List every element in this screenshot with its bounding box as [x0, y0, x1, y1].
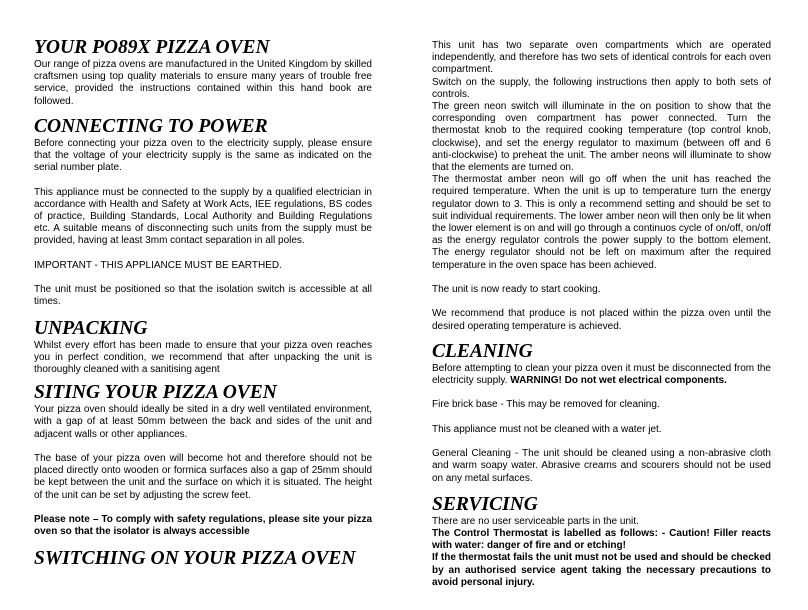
power-text-2: This appliance must be connected to the supply by a qualified electrician in accordance with Health and Safety at Work Acts, IEE regulations, BS codes of practice, Building Standards, Local Authority and Building Regulations etc. A suitable means of disconnecting such units from the supply must be provided, having at least 3mm contact separation in all poles.: [34, 186, 372, 247]
left-column: [34, 0, 372, 569]
servicing-text-3-bold: If the thermostat fails the unit must not be used and should be checked by an authorised service agent taking the necessary precautions to avoid personal injury.: [432, 552, 771, 588]
unpacking-heading: UNPACKING: [34, 317, 148, 339]
servicing-heading: SERVICING: [432, 493, 538, 515]
switching-text-5: The unit is now ready to start cooking.: [432, 284, 601, 296]
right-column: [432, 0, 771, 589]
siting-heading: SITING YOUR PIZZA OVEN: [34, 382, 277, 404]
servicing-text-3: [432, 552, 771, 589]
siting-note-text: Please note – To comply with safety regulations, please site your pizza oven so that the isolator is always accessible: [34, 514, 372, 538]
switching-text-6: We recommend that produce is not placed within the pizza oven until the desired operating temperature is achieved.: [432, 308, 771, 332]
cleaning-text-1-body: Before attempting to clean your pizza oven it must be disconnected from the electricity supply.: [432, 362, 771, 387]
switching-text-3: The green neon switch will illuminate in the on position to show that the corresponding oven compartment has power connected. Turn the thermostat knob to the required cooking temperature (top control knob, clockwise), and set the energy regulator to maximum (between off and 6 anti-clockwise) to preheat the unit. The amber neons will illuminate to show that the elements are turned on.: [432, 101, 771, 174]
servicing-text-2-bold: The Control Thermostat is labelled as follows: - Caution! Filler reacts with water: danger of fire and or etching!: [432, 528, 771, 552]
cleaning-text-3: This appliance must not be cleaned with a water jet.: [432, 423, 662, 435]
power-text-3: IMPORTANT - THIS APPLIANCE MUST BE EARTHED.: [34, 259, 282, 271]
siting-text-2: The base of your pizza oven will become hot and therefore should not be placed directly onto wooden or formica surfaces also a gap of 25mm should be kept between the unit and the surface on which it is situated. The height of the unit can be set by adjusting the screw feet.: [34, 453, 372, 501]
servicing-text-2: [432, 528, 771, 552]
siting-note: [34, 514, 372, 538]
intro-text: Our range of pizza ovens are manufactured in the United Kingdom by skilled craftsmen using top quality materials to ensure many years of trouble free service, provided the instructions contained within this hand book are followed.: [34, 59, 372, 107]
cleaning-text-2: Fire brick base - This may be removed for cleaning.: [432, 399, 660, 411]
cleaning-text-1: [432, 363, 771, 387]
power-heading: CONNECTING TO POWER: [34, 115, 268, 137]
cleaning-warning: WARNING! Do not wet electrical components.: [510, 375, 727, 387]
unpacking-text: Whilst every effort has been made to ensure that your pizza oven reaches you in perfect condition, we recommend that after unpacking the unit is thoroughly cleaned with a sanitising agent: [34, 339, 372, 376]
switching-heading: SWITCHING ON YOUR PIZZA OVEN: [34, 548, 356, 569]
cleaning-heading: CLEANING: [432, 340, 533, 362]
siting-text-1: Your pizza oven should ideally be sited in a dry well ventilated environment, with a gap of at least 50mm between the back and sides of the unit and adjacent walls or other appliances.: [34, 404, 372, 440]
switching-text-2: Switch on the supply, the following instructions then apply to both sets of controls.: [432, 76, 771, 100]
power-text-4: The unit must be positioned so that the isolation switch is accessible at all times.: [34, 284, 372, 308]
power-text-1: Before connecting your pizza oven to the electricity supply, please ensure that the voltage of your electricity supply is the same as indicated on the serial number plate.: [34, 137, 372, 174]
intro-heading: YOUR PO89X PIZZA OVEN: [34, 37, 270, 58]
cleaning-text-4: General Cleaning - The unit should be cleaned using a non-abrasive cloth and warm soapy water. Abrasive creams and scourers should not be used on any metal surfaces.: [432, 448, 771, 484]
switching-text-4: The thermostat amber neon will go off when the unit has reached the required temperature. When the unit is up to temperature turn the energy regulator down to 3. This is only a recommend setting and should be set to suit individual requirements. The lower amber neon will then only be lit when the lower element is on and will go through a continuos cycle of on/off, on/off as the energy regulator controls the power supply to the bottom element. The energy regulator should not be left on maximum after the required temperature in the oven space has been achieved.: [432, 174, 771, 271]
servicing-text-1: There are no user serviceable parts in the unit.: [432, 515, 639, 527]
switching-text-1: This unit has two separate oven compartments which are operated independently, and therefore has two sets of identical controls for each oven compartment.: [432, 40, 771, 76]
